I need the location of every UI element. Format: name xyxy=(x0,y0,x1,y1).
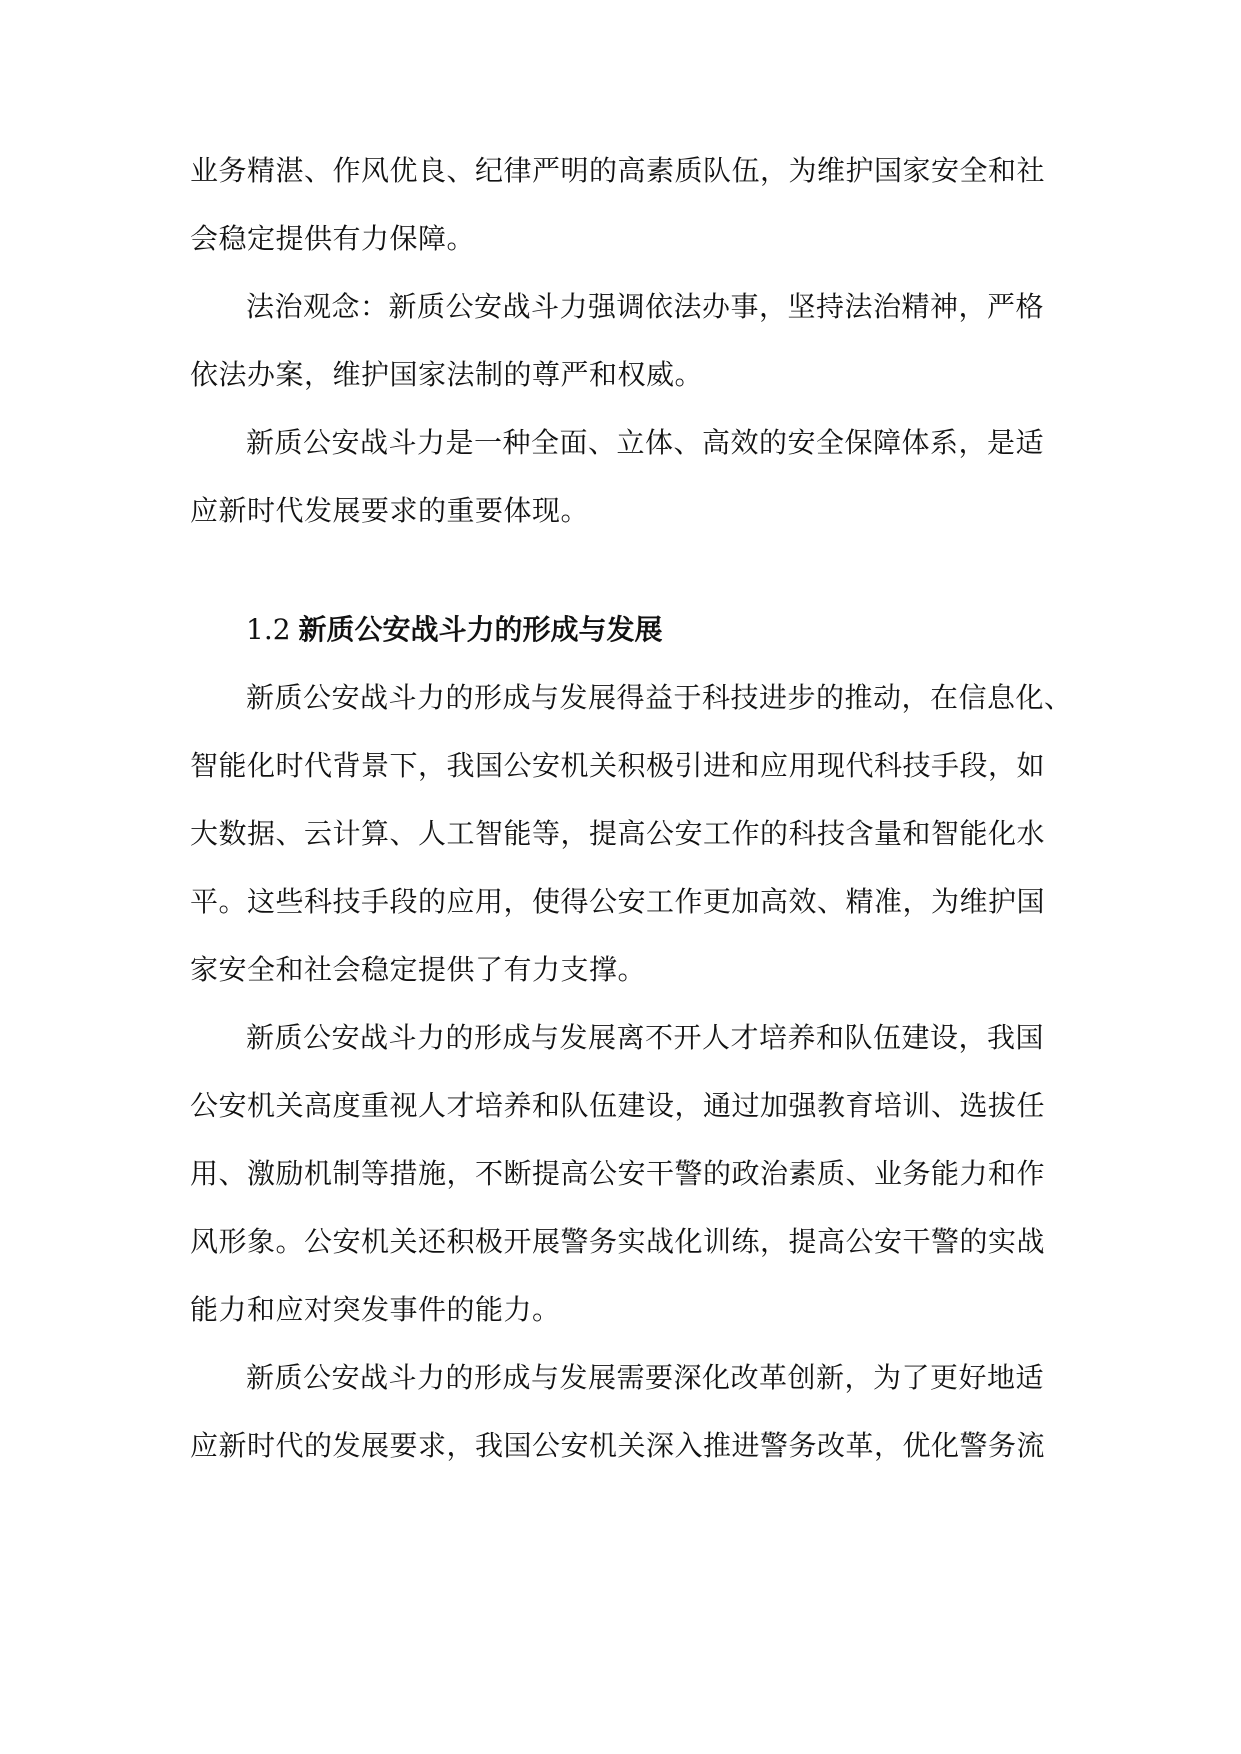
paragraph-team-quality xyxy=(190,137,1050,273)
text-line: 依法办案，维护国家法制的尊严和权威。 xyxy=(190,358,704,391)
text-line: 公安机关高度重视人才培养和队伍建设，通过加强教育培训、选拔任 xyxy=(190,1089,1046,1122)
section-heading xyxy=(190,596,1050,664)
paragraph-talent xyxy=(190,1004,1050,1344)
text-line: 智能化时代背景下，我国公安机关积极引进和应用现代科技手段，如 xyxy=(190,749,1046,782)
text-line: 法治观念：新质公安战斗力强调依法办事，坚持法治精神，严格 xyxy=(246,290,1045,323)
paragraph-rule-of-law xyxy=(190,273,1050,409)
text-line: 新质公安战斗力的形成与发展得益于科技进步的推动，在信息化、 xyxy=(246,681,1073,714)
text-line: 新质公安战斗力是一种全面、立体、高效的安全保障体系，是适 xyxy=(246,426,1045,459)
paragraph-security-system xyxy=(190,409,1050,545)
section-title: 新质公安战斗力的形成与发展 xyxy=(298,613,663,646)
text-line: 新质公安战斗力的形成与发展需要深化改革创新，为了更好地适 xyxy=(246,1361,1045,1394)
text-line: 平。这些科技手段的应用，使得公安工作更加高效、精准，为维护国 xyxy=(190,885,1046,918)
text-line: 会稳定提供有力保障。 xyxy=(190,222,476,255)
text-line: 大数据、云计算、人工智能等，提高公安工作的科技含量和智能化水 xyxy=(190,817,1046,850)
text-line: 风形象。公安机关还积极开展警务实战化训练，提高公安干警的实战 xyxy=(190,1225,1046,1258)
text-line: 新质公安战斗力的形成与发展离不开人才培养和队伍建设，我国 xyxy=(246,1021,1045,1054)
text-line: 业务精湛、作风优良、纪律严明的高素质队伍，为维护国家安全和社 xyxy=(190,154,1046,187)
text-line: 家安全和社会稳定提供了有力支撑。 xyxy=(190,953,647,986)
text-line: 用、激励机制等措施，不断提高公安干警的政治素质、业务能力和作 xyxy=(190,1157,1046,1190)
text-line: 应新时代发展要求的重要体现。 xyxy=(190,494,590,527)
text-line: 能力和应对突发事件的能力。 xyxy=(190,1293,561,1326)
document-body xyxy=(190,137,1073,1480)
paragraph-technology xyxy=(190,664,1073,1004)
text-line: 应新时代的发展要求，我国公安机关深入推进警务改革，优化警务流 xyxy=(190,1429,1046,1462)
paragraph-reform xyxy=(190,1344,1050,1480)
section-number: 1.2 xyxy=(246,613,291,646)
